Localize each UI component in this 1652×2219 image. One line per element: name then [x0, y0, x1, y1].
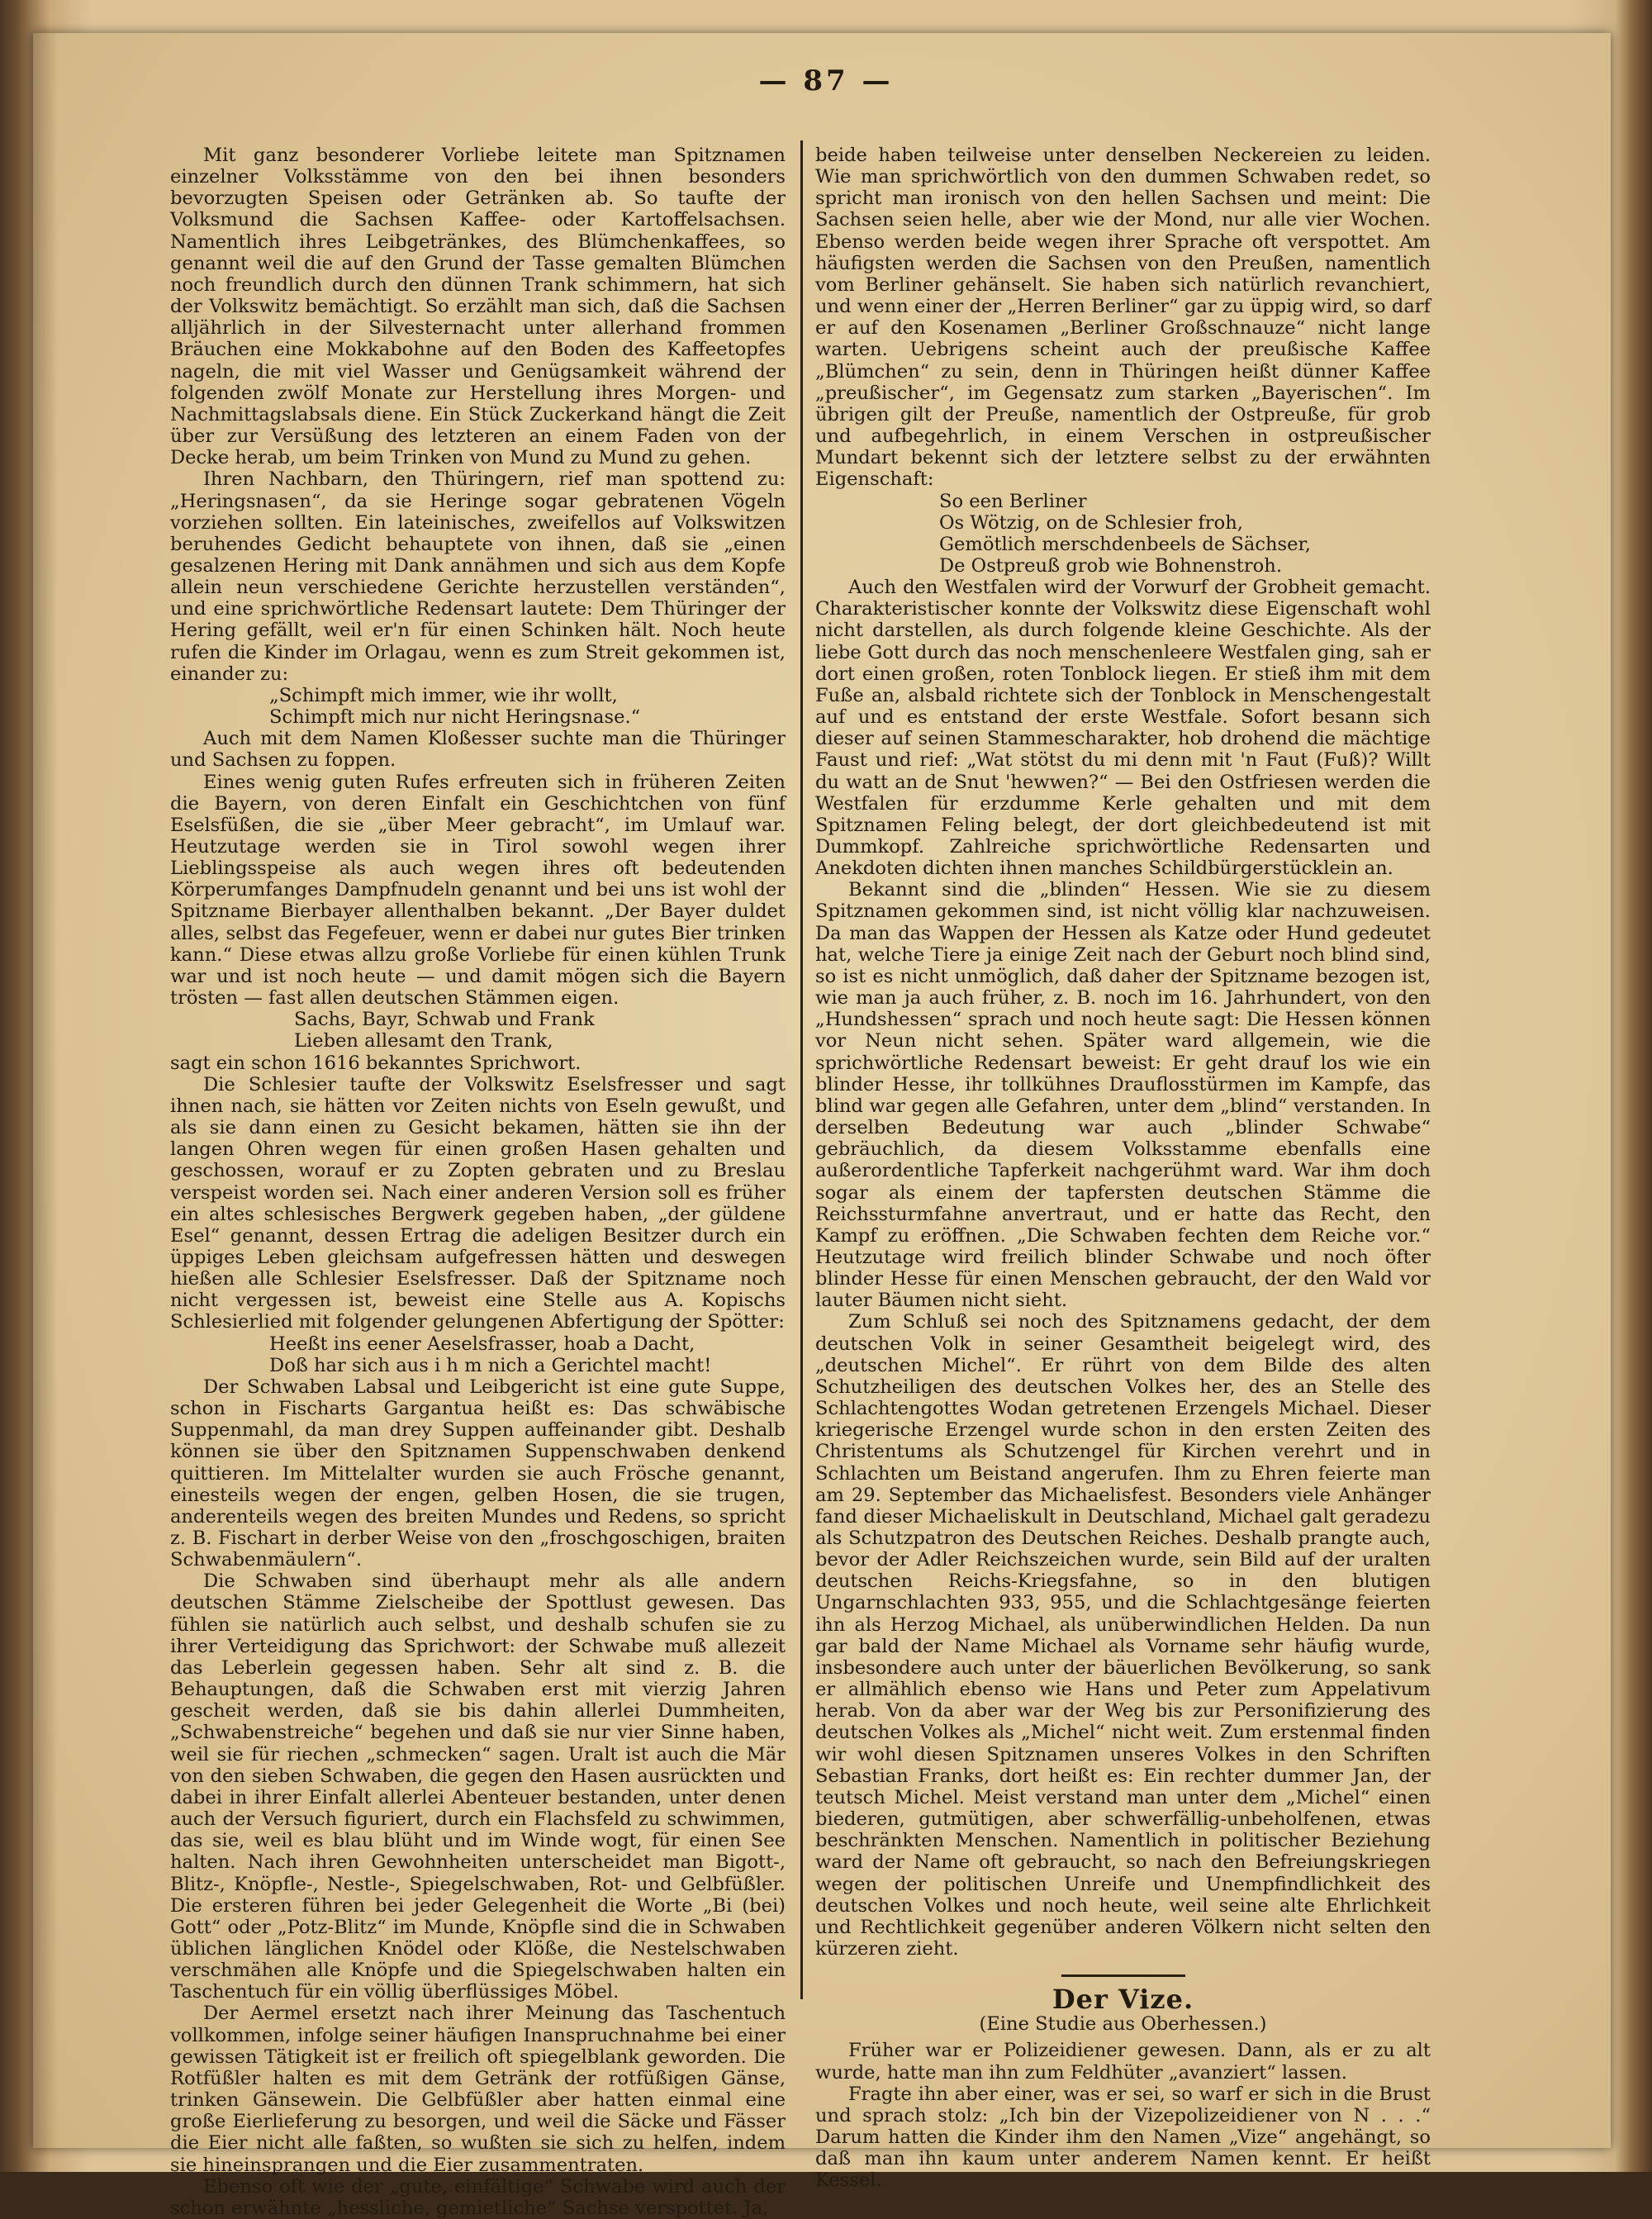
verse-line: Heeßt ins eener Aeselsfrasser, hoab a Dacht,: [269, 1333, 695, 1355]
verse-line: „Schimpft mich immer, wie ihr wollt,: [269, 684, 618, 706]
paragraph: Die Schlesier taufte der Volkswitz Eselsfresser und sagt ihnen nach, sie hätten vor Zeiten nichts von Eseln gewußt, und als sie dann einen zu Gesicht bekamen, hätten sie ihn der langen Ohren wegen für einen großen Hasen gehalten und geschossen, worauf er zu Zopten gebraten und zu Breslau verspeist worden sei. Nach einer anderen Version soll es früher ein altes schlesisches Bergwerk gegeben haben, „der güldene Esel“ genannt, dessen Ertrag die adeligen Besitzer durch ein üppiges Leben gleichsam aufgefressen hätten und deswegen hießen alle Schlesier Eselsfresser. Daß der Spitzname noch nicht vergessen ist, beweist eine Stelle aus A. Kopischs Schlesierlied mit folgender gelungenen Abfertigung der Spötter:: [170, 1073, 786, 1333]
verse-line: Sachs, Bayr, Schwab und Frank: [294, 1009, 595, 1031]
paragraph: Mit ganz besonderer Vorliebe leitete man Spitznamen einzelner Volksstämme von den bei ihnen besonders bevorzugten Speisen oder Getränken ab. So taufte der Volksmund die Sachsen Kaffee- oder Kartoffelsachsen. Namentlich ihres Leibgetränkes, des Blümchenkaffees, so genannt weil die auf den Grund der Tasse gemalten Blümchen noch freundlich durch den dünnen Trank schimmern, hat sich der Volkswitz bemächtigt. So erzählt man sich, daß die Sachsen alljährlich in der Silvesternacht unter allerhand frommen Bräuchen eine Mokkabohne auf den Boden des Kaffeetopfes nageln, die mit viel Wasser und Genügsamkeit während der folgenden zwölf Monate zur Herstellung ihres Morgen- und Nachmittagslabsals diene. Ein Stück Zuckerkand hängt die Zeit über zur Versüßung des letzteren an einem Faden von der Decke herab, um beim Trinken von Mund zu Mund zu gehen.: [170, 145, 786, 469]
page-number: — 87 —: [758, 64, 894, 97]
verse: [170, 1333, 786, 1376]
gutter-shadow: [33, 33, 58, 2148]
verse-line: So een Berliner: [939, 490, 1087, 512]
paragraph: Die Schwaben sind überhaupt mehr als alle andern deutschen Stämme Zielscheibe der Spottlust gewesen. Das fühlen sie natürlich auch selbst, und deshalb schufen sie zu ihrer Verteidigung das Sprichwort: der Schwabe muß allezeit das Leberlein gegessen haben. Sehr alt sind z. B. die Behauptungen, daß die Schwaben erst mit vierzig Jahren gescheit werden, daß sie bis dahin allerlei Dummheiten, „Schwabenstreiche“ begehen und daß sie nur vier Sinne haben, weil sie für riechen „schmecken“ sagen. Uralt ist auch die Mär von den sieben Schwaben, die gegen den Hasen ausrückten und dabei in ihrer Einfalt allerlei Abenteuer bestanden, unter denen auch der Versuch figuriert, durch ein Flachsfeld zu schwimmen, das sie, weil es blau blüht und im Winde wogt, für einen See halten. Nach ihren Gewohnheiten unterscheidet man Bigott-, Blitz-, Knöpfle-, Nestle-, Spiegelschwaben, Rot- und Gelbfüßler. Die ersteren führen bei jeder Gelegenheit die Worte „Bi (bei) Gott“ oder „Potz-Blitz“ im Munde, Knöpfle sind die in Schwaben üblichen länglichen Knödel oder Klöße, die Nestelschwaben verschmähen alle Knöpfe und die Spiegelschwaben halten ein Taschentuch für ein völlig überflüssiges Möbel.: [170, 1570, 786, 2003]
verse-line: Os Wötzig, on de Schlesier froh,: [939, 511, 1243, 534]
article-title: Der Vize.: [1051, 1984, 1194, 2016]
verse: [170, 685, 786, 728]
paragraph: Eines wenig guten Rufes erfreuten sich in früheren Zeiten die Bayern, von deren Einfalt ein Geschichtchen von fünf Eselsfüßen, die sie „über Meer gebracht“, im Umlauf war. Heutzutage werden sie in Tirol sowohl wegen ihrer Lieblingsspeise als auch wegen ihres oft bedeutenden Körperumfanges Dampfnudeln genannt und bei uns ist wohl der Spitzname Bierbayer allenthalben bekannt. „Der Bayer duldet alles, selbst das Fegefeuer, wenn er dabei nur gutes Bier trinken kann.“ Diese etwas allzu große Vorliebe für einen kühlen Trunk war und ist noch heute — und damit mögen sich die Bayern trösten — fast allen deutschen Stämmen eigen.: [170, 771, 786, 1010]
verse: [170, 1009, 786, 1052]
verse-line: Doß har sich aus i h m nich a Gerichtel macht!: [269, 1354, 712, 1376]
paragraph: Bekannt sind die „blinden“ Hessen. Wie sie zu diesem Spitznamen gekommen sind, ist nicht völlig klar nachzuweisen. Da man das Wappen der Hessen als Katze oder Hund gedeutet hat, welche Tiere ja einige Zeit nach der Geburt noch blind sind, so ist es nicht unmöglich, daß daher der Spitzname bezogen ist, wie man ja auch früher, z. B. noch im 16. Jahrhundert, von den „Hundshessen“ sprach und noch heute sagt: Die Hessen können vor Neun nicht sehen. Später ward allgemein, wie die sprichwörtliche Redensart beweist: Er geht drauf los wie ein blinder Hesse, ihr tollkühnes Drauflosstürmen im Kampfe, das blind war gegen alle Gefahren, unter dem „blind“ verstanden. In derselben Bedeutung war auch „blinder Schwabe“ gebräuchlich, da diesem Volksstamme ebenfalls eine außerordentliche Tapferkeit nachgerühmt ward. War ihm doch sogar als einem der tapfersten deutschen Stämme die Reichssturmfahne anvertraut, und er hatte das Recht, den Kampf zu eröffnen. „Die Schwaben fechten dem Reiche vor.“ Heutzutage wird freilich blinder Schwabe und noch öfter blinder Hesse für einen Menschen gebraucht, der den Wald vor lauter Bäumen nicht sieht.: [815, 879, 1431, 1312]
paragraph: Der Aermel ersetzt nach ihrer Meinung das Taschentuch vollkommen, infolge seiner häufigen Inanspruchnahme bei einer gewissen Tätigkeit ist er freilich oft spiegelblank geworden. Die Rotfüßler halten es mit dem Getränk der rotfüßigen Gänse, trinken Gänsewein. Die Gelbfüßler aber hatten einmal eine große Eierlieferung zu besorgen, und weil die Säcke und Fässer die Eier nicht alle faßten, so wußten sie sich zu helfen, indem sie hineinsprangen und die Eier zusammentraten.: [170, 2003, 786, 2176]
paragraph: sagt ein schon 1616 bekanntes Sprichwort.: [170, 1052, 582, 1074]
paragraph: Zum Schluß sei noch des Spitznamens gedacht, der dem deutschen Volk in seiner Gesamtheit beigelegt wird, des „deutschen Michel“. Er rührt von dem Bilde des alten Schutzheiligen des deutschen Volkes her, des an Stelle des Schlachtengottes Wodan getretenen Erzengels Michael. Dieser kriegerische Erzengel wurde schon in den ersten Zeiten des Christentums als Schutzengel für Kirchen verehrt und in Schlachten um Beistand angerufen. Ihm zu Ehren feierte man am 29. September das Michaelisfest. Besonders viele Anhänger fand dieser Michaeliskult in Deutschland, Michael galt geradezu als Schutzpatron des Deutschen Reiches. Deshalb prangte auch, bevor der Adler Reichszeichen wurde, sein Bild auf der uralten deutschen Reichs-Kriegsfahne, so in den blutigen Ungarnschlachten 933, 955, und die Schlachtgesänge feierten ihn als Herzog Michael, als unüberwindlichen Helden. Da nun gar bald der Name Michael als Vorname sehr häufig wurde, insbesondere auch unter der bäuerlichen Bevölkerung, so sank er allmählich ebenso wie Hans und Peter zum Appelativum herab. Von da aber war der Weg bis zur Personifizierung des deutschen Volkes als „Michel“ nicht weit. Zum erstenmal finden wir wohl diesen Spitznamen unseres Volkes in den Schriften Sebastian Franks, dort heißt es: Ein rechter dummer Jan, der teutsch Michel. Meist verstand man unter dem „Michel“ einen biederen, gutmütigen, aber schwerfällig-unbeholfenen, etwas beschränkten Menschen. Namentlich in politischer Beziehung ward der Name oft gebraucht, so nach den Befreiungskriegen wegen der politischen Unreife und Unempfindlichkeit des deutschen Volkes und noch heute, weil seine alte Ehrlichkeit und Rechtlichkeit gegenüber anderen Völkern nicht selten den kürzeren zieht.: [815, 1311, 1431, 1960]
paragraph: Der Schwaben Labsal und Leibgericht ist eine gute Suppe, schon in Fischarts Gargantua heißt es: Das schwäbische Suppenmahl, da man drey Suppen auffeinander gibt. Deshalb können sie über den Spitznamen Suppenschwaben denkend quittieren. Im Mittelalter wurden sie auch Frösche genannt, einesteils wegen der engen, gelben Hosen, die sie trugen, anderenteils wegen des breiten Mundes und Redens, so spricht z. B. Fischart in derber Weise von den „froschgoschigen, braiten Schwabenmäulern“.: [170, 1376, 786, 1571]
paragraph: Ihren Nachbarn, den Thüringern, rief man spottend zu: „Heringsnasen“, da sie Heringe sogar gebratenen Vögeln vorziehen sollten. Ein lateinisches, zweifellos auf Volkswitzen beruhendes Gedicht behauptete von ihnen, daß sie „einen gesalzenen Hering mit Dank annähmen und sich aus dem Kopfe allein neun verschiedene Gerichte herzustellen verständen“, und eine sprichwörtliche Redensart lautete: Dem Thüringer der Hering gefällt, weil er'n für einen Schinken hält. Noch heute rufen die Kinder im Orlagau, wenn es zum Streit gekommen ist, einander zu:: [170, 468, 786, 685]
paragraph: beide haben teilweise unter denselben Neckereien zu leiden. Wie man sprichwörtlich von den dummen Schwaben redet, so spricht man ironisch von den hellen Sachsen und meint: Die Sachsen seien helle, aber wie der Mond, nur alle vier Wochen. Ebenso werden beide wegen ihrer Sprache oft verspottet. Am häufigsten werden die Sachsen von den Preußen, namentlich vom Berliner gehänselt. Sie haben sich natürlich revanchiert, und wenn einer der „Herren Berliner“ gar zu üppig wird, so darf er auf den Kosenamen „Berliner Großschnauze“ nicht lange warten. Uebrigens scheint auch der preußische Kaffee „Blümchen“ zu sein, denn in Thüringen heißt dünner Kaffee „preußischer“, im Gegensatz zum starken „Bayerischen“. Im übrigen gilt der Preuße, namentlich der Ostpreuße, für grob und aufbegehrlich, in einem Verschen in ostpreußischer Mundart bekennt sich der letztere selbst zu der erwähnten Eigenschaft:: [815, 145, 1431, 491]
verse-line: De Ostpreuß grob wie Bohnenstroh.: [939, 554, 1282, 577]
paragraph: Fragte ihn aber einer, was er sei, so warf er sich in die Brust und sprach stolz: „Ich bin der Vizepolizeidiener von N . . .“ Darum hatten die Kinder ihm den Namen „Vize“ angehängt, so daß man ihn kaum unter anderem Namen kennt. Er heißt Kessel.: [815, 2083, 1431, 2192]
paragraph: Ebenso oft wie der „gute, einfältige“ Schwabe wird auch der schon erwähnte „hessliche, gemietliche“ Sachse verspottet. Ja,: [170, 2175, 786, 2219]
verse-line: Gemötlich merschdenbeels de Sächser,: [939, 533, 1311, 555]
right-column: [815, 145, 1431, 2192]
verse-line: Schimpft mich nur nicht Heringsnase.“: [269, 706, 641, 729]
paragraph: Auch den Westfalen wird der Vorwurf der Grobheit gemacht. Charakteristischer konnte der Volkswitz diese Eigenschaft wohl nicht darstellen, als durch folgende kleine Geschichte. Als der liebe Gott durch das noch menschenleere Westfalen ging, sah er dort einen großen, roten Tonblock liegen. Er stieß ihm mit dem Fuße an, alsbald richtete sich der Tonblock in Menschengestalt auf und es entstand der erste Westfale. Sofort besann sich dieser auf seinen Stammescharakter, hob drohend die mächtige Faust und rief: „Wat stötst du mi denn mit 'n Faut (Fuß)? Willt du watt an de Snut 'hewwen?“ — Bei den Ostfriesen werden die Westfalen für erzdumme Kerle gehalten und mit dem Spitznamen Feling belegt, der dort gleichbedeutend ist mit Dummkopf. Zahlreiche sprichwörtliche Redensarten und Anekdoten dichten ihnen manches Schildbürgerstücklein an.: [815, 577, 1431, 880]
column-divider: [800, 140, 803, 1999]
paragraph: Auch mit dem Namen Kloßesser suchte man die Thüringer und Sachsen zu foppen.: [170, 728, 786, 772]
section-rule: [1061, 1974, 1185, 1977]
verse-line: Lieben allesamt den Trank,: [294, 1030, 553, 1052]
article-subtitle: (Eine Studie aus Oberhessen.): [979, 2013, 1267, 2036]
paragraph: Früher war er Polizeidiener gewesen. Dann, als er zu alt wurde, hatte man ihn zum Feldhüter „avanziert“ lassen.: [815, 2040, 1431, 2084]
verse: [815, 491, 1431, 577]
left-column: [170, 145, 786, 2219]
